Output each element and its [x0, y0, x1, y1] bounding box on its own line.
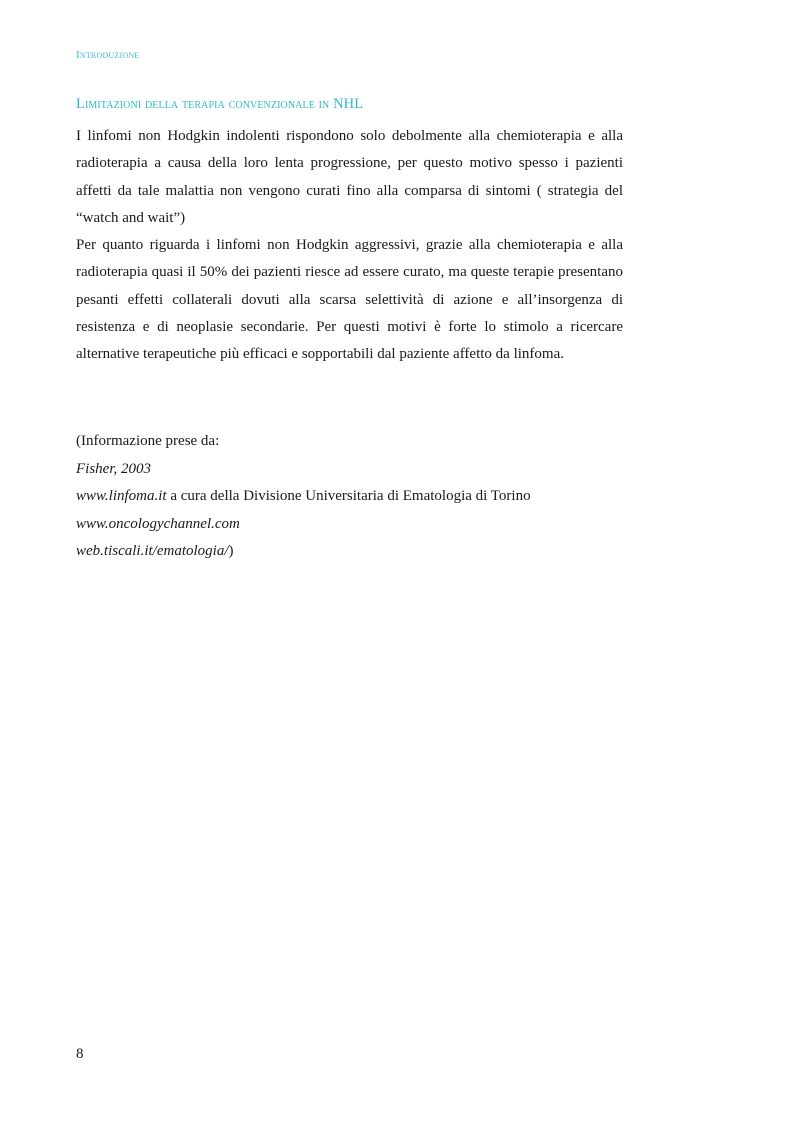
link-oncologychannel[interactable]: www.oncologychannel.com — [76, 515, 240, 532]
reference-linfoma-text: a cura della Divisione Universitaria di Ematologia di Torino — [166, 488, 531, 504]
reference-linfoma — [76, 483, 636, 511]
reference-fisher: Fisher, 2003 — [76, 460, 151, 477]
paragraph-1: I linfomi non Hodgkin indolenti rispondono solo debolmente alla chemioterapia e alla radioterapia a causa della loro lenta progressione, per questo motivo spesso i pazienti affetti da tale malattia non vengono curati fino alla comparsa di sintomi ( strategia del “watch and wait”) — [76, 128, 623, 226]
section-title: Limitazioni della terapia convenzionale in NHL — [76, 96, 364, 112]
reference-tiscali-close: ) — [228, 543, 234, 559]
sources-intro: (Informazione prese da: — [76, 433, 220, 449]
sources-list — [76, 428, 636, 566]
page-number: 8 — [76, 1046, 84, 1062]
body-text — [76, 123, 623, 369]
running-header: Introduzione — [76, 49, 140, 61]
link-linfoma[interactable]: www.linfoma.it — [76, 488, 167, 504]
reference-tiscali — [76, 538, 636, 566]
link-tiscali[interactable]: web.tiscali.it/ematologia/ — [76, 543, 229, 559]
paragraph-2: Per quanto riguarda i linfomi non Hodgkin aggressivi, grazie alla chemioterapia e alla radioterapia quasi il 50% dei pazienti riesce ad essere curato, ma queste terapie presentano pesanti effetti collaterali dovuti alla scarsa selettività di azione e all’insorgenza di resistenza e di neoplasie secondarie. Per questi motivi è forte lo stimolo a ricercare alternative terapeutiche più efficaci e sopportabili dal paziente affetto da linfoma. — [76, 237, 623, 363]
